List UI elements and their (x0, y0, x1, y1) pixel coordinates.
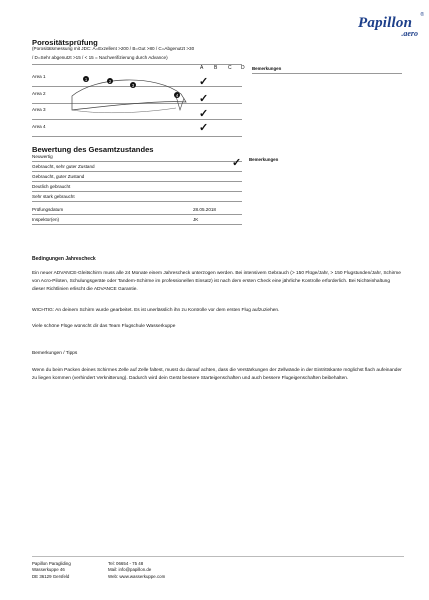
assessment-row-label: Gebraucht, guter Zustand (32, 174, 85, 179)
footer-address-line: Wasserkuppe 46 (32, 567, 65, 573)
tips-title: Bemerkungen / Tipps (32, 351, 78, 356)
porosity-top-divider (32, 64, 242, 65)
column-d: D (241, 65, 245, 71)
marker-3-label: 3 (131, 82, 135, 88)
wing-profile-diagram (66, 70, 196, 136)
marker-4-label: 4 (175, 92, 179, 98)
column-a: A (200, 65, 204, 71)
footer-address-line: DE 36129 Gersfeld (32, 573, 70, 579)
assessment-row-label: Deutlich gebraucht (32, 184, 71, 189)
assessment-divider (32, 161, 242, 162)
column-c: C (228, 65, 232, 71)
assessment-title: Bewertung des Gesamtzustandes (32, 145, 154, 154)
assessment-divider (32, 171, 242, 172)
footer-contact (108, 561, 165, 580)
logo-registered-mark: ® (420, 12, 424, 18)
assessment-row-label: Gebraucht, sehr guter Zustand (32, 164, 95, 169)
inspector-label: Inspektor(en) (32, 217, 60, 222)
porosity-remarks-label: Bemerkungen (252, 66, 282, 71)
logo-sub-text: .aero (401, 29, 418, 38)
wing-tip-mark (176, 96, 184, 110)
assessment-divider (32, 224, 242, 225)
assessment-row-label: Sehr stark gebraucht (32, 194, 75, 199)
wing-trailing-line (72, 108, 176, 113)
assessment-divider (32, 181, 242, 182)
area-1-label: Area 1 (32, 74, 46, 79)
assessment-divider (32, 191, 242, 192)
footer-address (32, 561, 71, 580)
assessment-row-label: Neuwertig (32, 154, 53, 159)
porosity-title: Porositätsprüfung (32, 38, 98, 47)
area-4-check: ✓ (199, 122, 209, 134)
assessment-divider (32, 214, 242, 215)
assessment-check: ✓ (232, 157, 242, 169)
area-2-label: Area 2 (32, 91, 46, 96)
footer-phone: Tel: 06654 - 75 48 (108, 561, 144, 566)
footer-divider (32, 556, 404, 557)
porosity-remarks-underline (252, 73, 402, 74)
footer-website[interactable]: Web: www.wasserkuppe.com (108, 573, 166, 579)
area-3-label: Area 3 (32, 107, 46, 112)
footer-email[interactable]: Mail: info@papillon.de (108, 567, 152, 573)
important-note: WICHTIG: An deinem Schirm wurde gearbeitet. Es ist unerlässlich ihn zu Kontrolle vor dem ersten Flug aufzuziehen. (32, 308, 280, 313)
footer-address-line: Papillon Paragliding (32, 561, 71, 566)
marker-2-label: 2 (108, 78, 112, 84)
area-3-check: ✓ (199, 108, 209, 120)
marker-1-label: 1 (84, 76, 88, 82)
porosity-scale-line1: (Porositätsmessung mit JDC: A=Exzellent >200 / B=Gut >80 / C=Abgenutzt >30 (32, 46, 195, 51)
inspector-value: JK (193, 217, 199, 222)
column-b: B (214, 65, 218, 71)
inspection-date-value: 28.05.2018 (193, 207, 216, 212)
logo-main-text: Papillon (358, 15, 413, 31)
area-4-label: Area 4 (32, 124, 46, 129)
assessment-remarks-label: Bemerkungen (249, 157, 279, 162)
porosity-scale-line2: / D=Sehr abgenutzt >15 / < 15 = Nachverifizierung durch Advance) (32, 55, 168, 60)
conditions-paragraph: Ein neuer ADVANCE-Gleitschirm muss alle 24 Monate einem Jahrescheck unterzogen werden. Bei intensivem Gebrauch (> 150 Flüge/Jahr, > 150 Flugstunden/Jahr, Schirme von Acro-Piloten, Schulungsgeräte oder Tandem-Schirme im professionellen Einsatz) ist nach dem ersten Check eine jährliche Kontrolle erforderlich. Bei Nichteinhaltung dieser Richtlinien erlischt die ADVANCE Garantie. (32, 271, 401, 293)
area-1-check: ✓ (199, 76, 209, 88)
inspection-date-label: Prüfungsdatum (32, 207, 64, 212)
papillon-logo (358, 12, 424, 42)
conditions-title: Bedingungen Jahrescheck (32, 256, 96, 262)
area-2-check: ✓ (199, 93, 209, 105)
closing-wish: Viele schöne Flüge wünscht dir das Team Flugschule Wasserkuppe (32, 324, 176, 329)
area-divider (32, 136, 242, 137)
tips-paragraph: Wenn du beim Packen deines Schirmes Zelle auf Zelle faltest, musst du darauf achten, dass die Verstärkungen der Zellwände in der Eintrittskante möglichst flach aufeinander zu liegen kommen (verhindert Verknitterung). Dadurch wird dein Gerät bessere Starteigenschaften und auch bessere Flugeigenschaften beibehalten. (32, 368, 402, 382)
assessment-divider (32, 201, 242, 202)
wing-outline (72, 80, 186, 110)
